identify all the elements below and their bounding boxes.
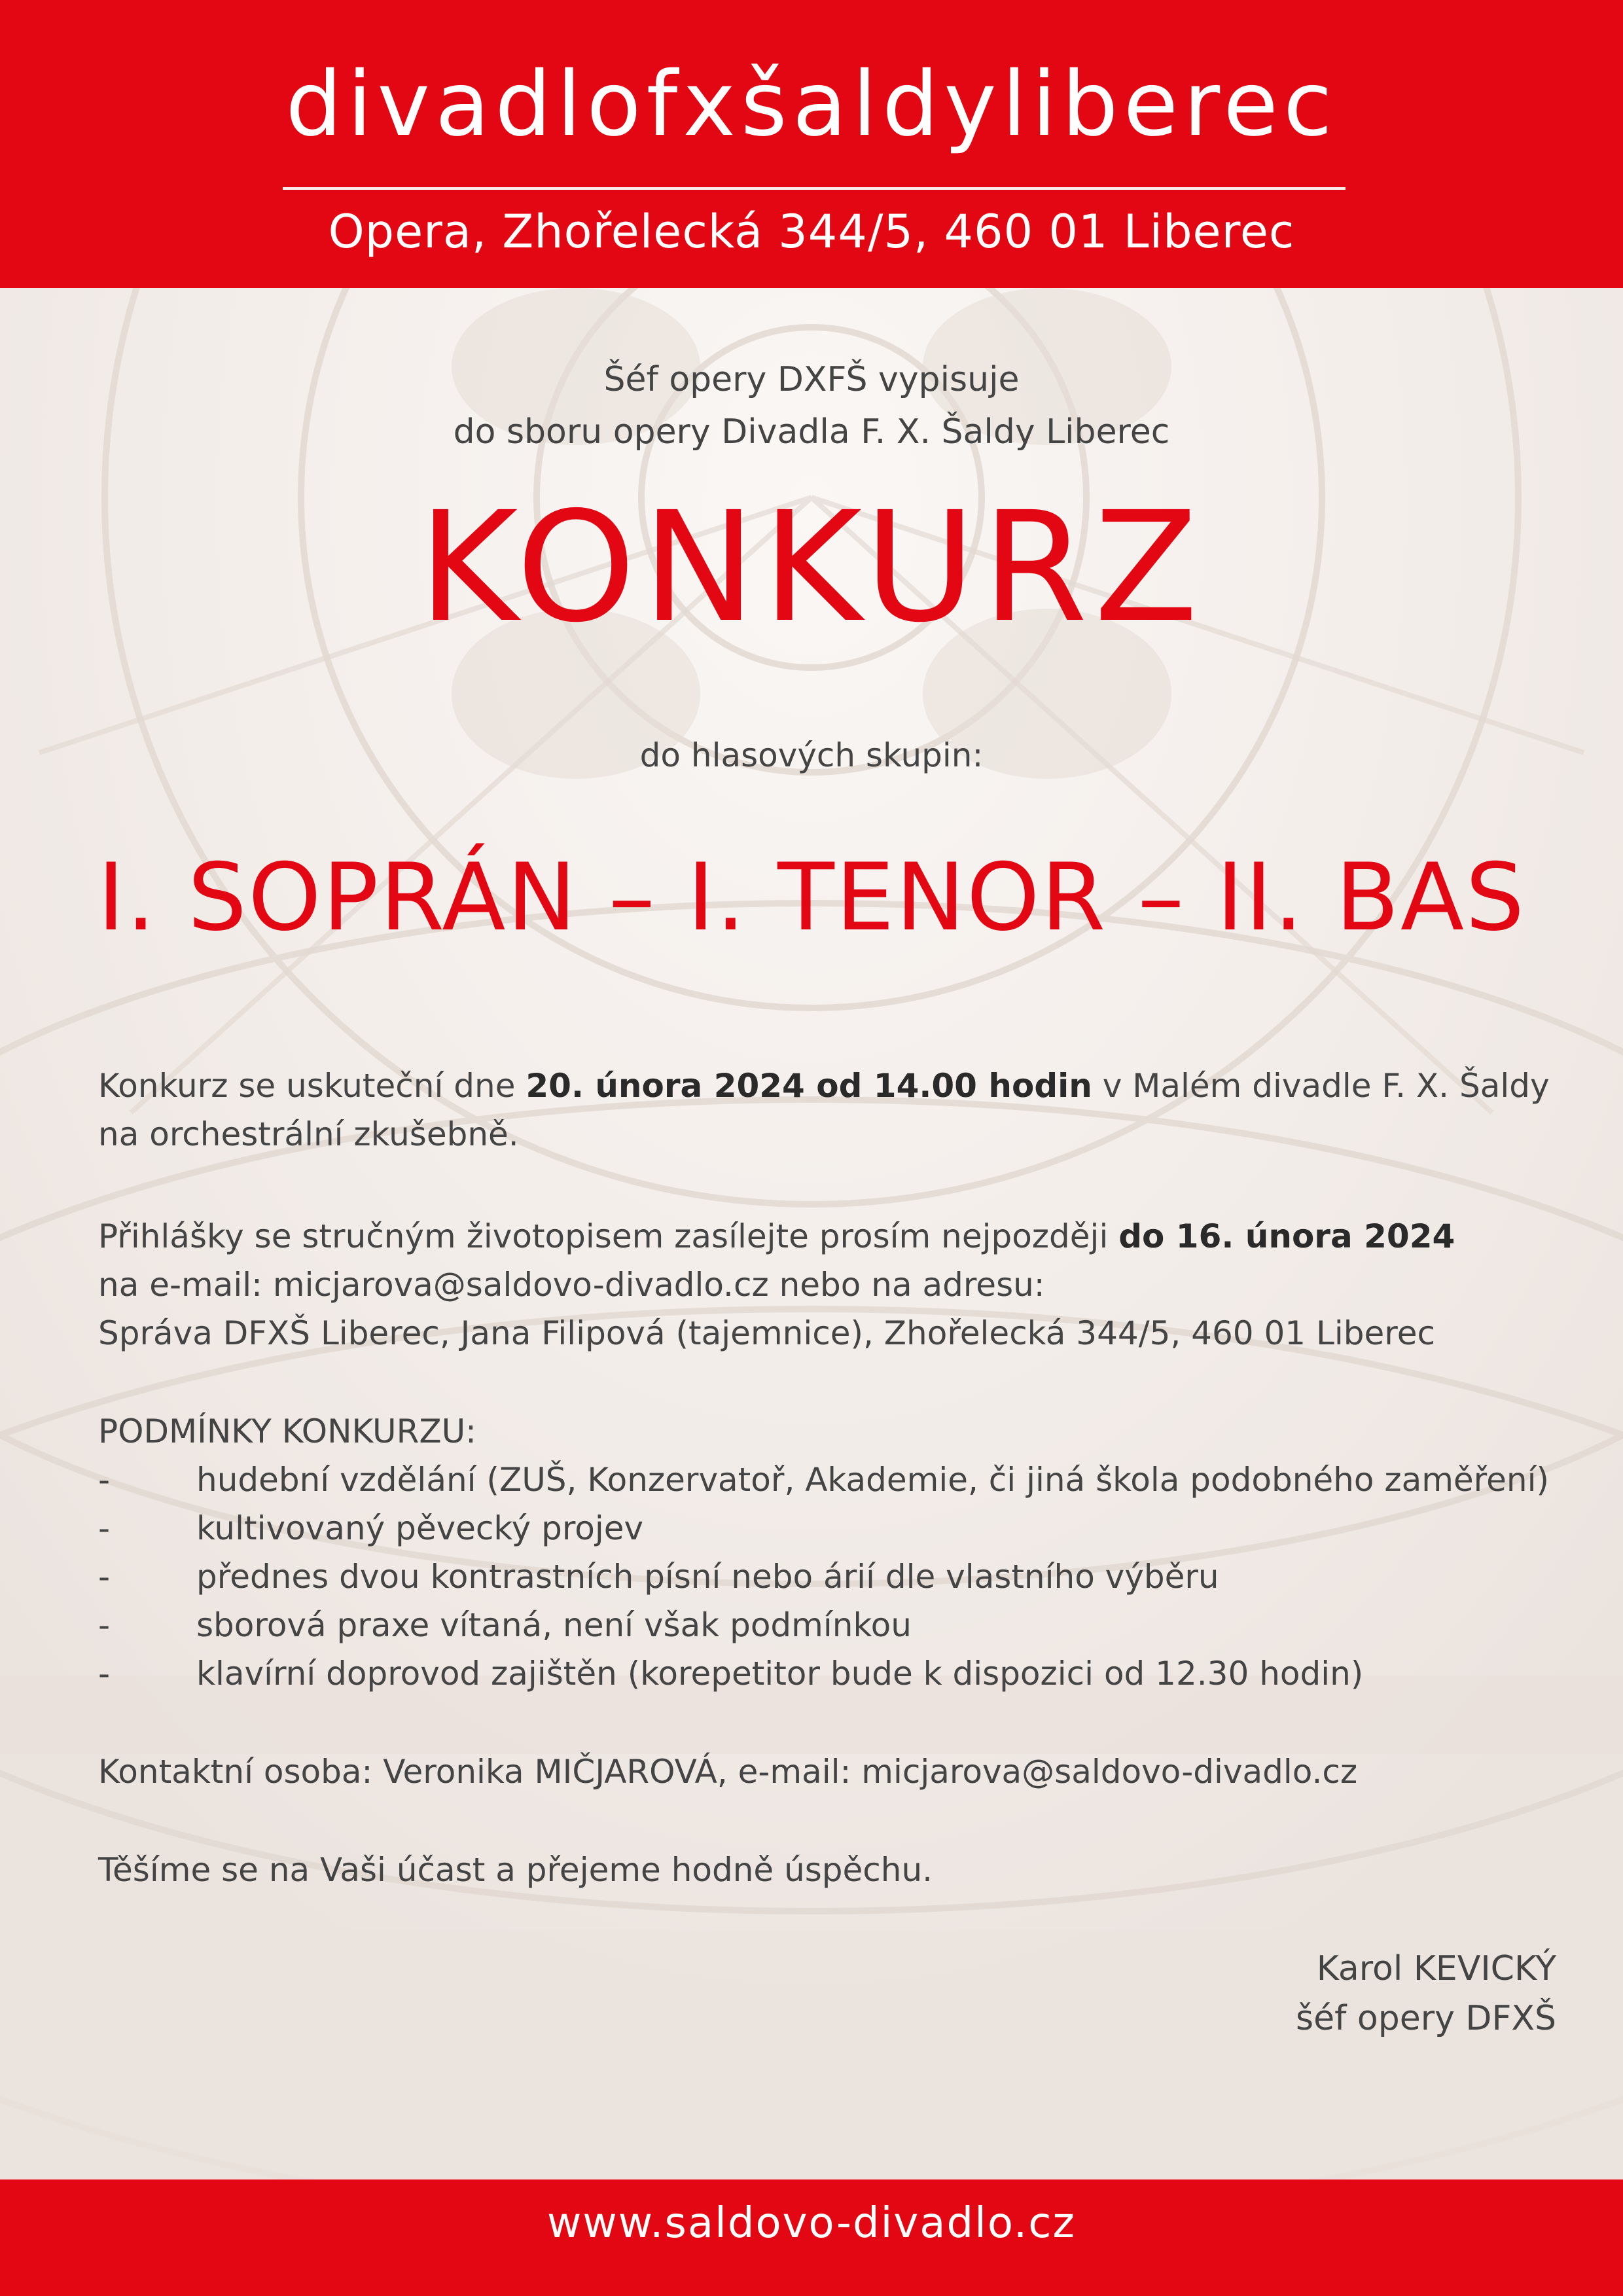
audition-date-paragraph <box>98 1062 1564 1158</box>
condition-text: klavírní doprovod zajištěn (korepetitor bude k dispozici od 12.30 hodin) <box>196 1655 1364 1693</box>
signature-name: Karol KEVICKÝ <box>1316 1949 1556 1988</box>
text: Konkurz se uskuteční dne <box>98 1067 526 1105</box>
signature-role: šéf opery DFXŠ <box>1296 1999 1556 2038</box>
condition-text: přednes dvou kontrastních písní nebo árií dle vlastního výběru <box>196 1558 1219 1596</box>
bullet: - <box>98 1606 111 1644</box>
text: na e-mail: micjarova@saldovo-divadlo.cz nebo na adresu: <box>98 1266 1045 1304</box>
application-deadline: do 16. února 2024 <box>1118 1217 1455 1255</box>
bullet: - <box>98 1558 111 1596</box>
voice-groups-intro: do hlasových skupin: <box>639 736 984 774</box>
closing-text: Těšíme se na Vaši účast a přejeme hodně úspěchu. <box>98 1851 933 1889</box>
list-item <box>98 1601 1564 1649</box>
website-link[interactable]: www.saldovo-divadlo.cz <box>547 2199 1076 2248</box>
logo-divider <box>283 187 1346 190</box>
audition-date: 20. února 2024 od 14.00 hodin <box>526 1067 1092 1105</box>
bullet: - <box>98 1509 111 1547</box>
page-title: KONKURZ <box>418 479 1205 656</box>
bullet: - <box>98 1655 111 1693</box>
voice-groups: I. SOPRÁN – I. TENOR – II. BAS <box>97 844 1526 952</box>
list-item <box>98 1456 1564 1504</box>
intro-text <box>0 353 1623 458</box>
condition-text: kultivovaný pěvecký projev <box>196 1509 644 1547</box>
intro-line-1: Šéf opery DXFŠ vypisuje <box>603 360 1020 399</box>
condition-text: sborová praxe vítaná, není však podmínkou <box>196 1606 912 1644</box>
text: na orchestrální zkušebně. <box>98 1115 519 1153</box>
header-address: Opera, Zhořelecká 344/5, 460 01 Liberec <box>328 205 1295 259</box>
list-item <box>98 1504 1564 1552</box>
condition-text: hudební vzdělání (ZUŠ, Konzervatoř, Akademie, či jiná škola podobného zaměření) <box>196 1461 1549 1499</box>
application-paragraph <box>98 1212 1564 1357</box>
conditions-list <box>98 1456 1564 1698</box>
theatre-logo: divadlofxšaldyliberec <box>285 53 1338 156</box>
intro-line-2: do sboru opery Divadla F. X. Šaldy Liberec <box>453 412 1170 452</box>
list-item <box>98 1649 1564 1698</box>
text: Přihlášky se stručným životopisem zasílejte prosím nejpozději <box>98 1217 1119 1255</box>
signature-block <box>1296 1944 1556 2043</box>
list-item <box>98 1552 1564 1601</box>
text: v Malém divadle F. X. Šaldy <box>1092 1067 1550 1105</box>
conditions-heading: PODMÍNKY KONKURZU: <box>98 1412 477 1450</box>
contact-person: Kontaktní osoba: Veronika MIČJAROVÁ, e-mail: micjarova@saldovo-divadlo.cz <box>98 1753 1358 1791</box>
bullet: - <box>98 1461 111 1499</box>
conditions-section <box>98 1407 1564 1698</box>
postal-address: Správa DFXŠ Liberec, Jana Filipová (tajemnice), Zhořelecká 344/5, 460 01 Liberec <box>98 1314 1435 1352</box>
